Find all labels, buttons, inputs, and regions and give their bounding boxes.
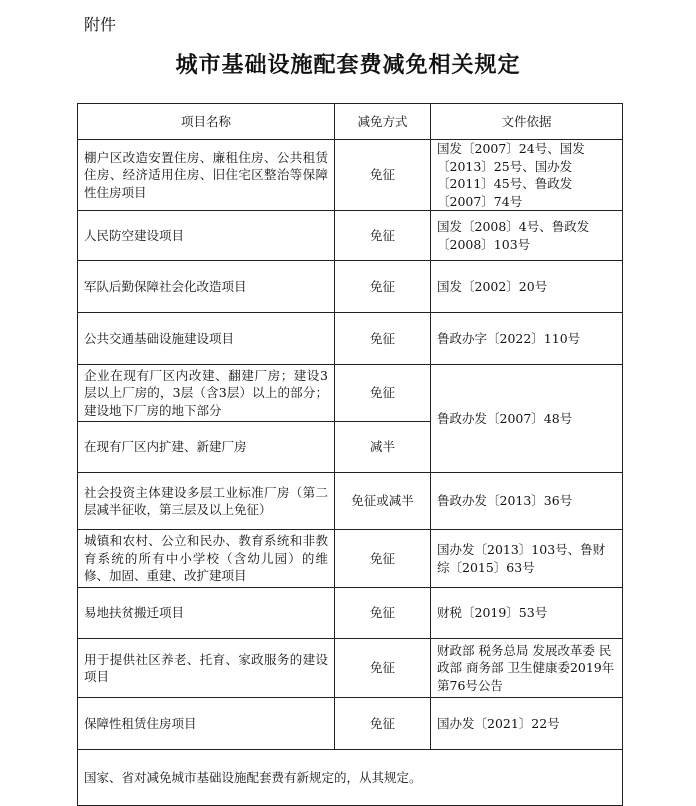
method-cell: 免征 <box>335 639 431 698</box>
table-row <box>78 313 623 365</box>
method-cell: 减半 <box>335 422 431 473</box>
table-header-row <box>78 104 623 140</box>
project-name-cell: 易地扶贫搬迁项目 <box>78 588 335 639</box>
table-row <box>78 140 623 211</box>
project-name-cell: 保障性租赁住房项目 <box>78 698 335 750</box>
table-row <box>78 211 623 261</box>
table-row <box>78 639 623 698</box>
basis-cell: 国办发〔2013〕103号、鲁财综〔2015〕63号 <box>431 530 623 588</box>
table-row <box>78 588 623 639</box>
attachment-label: 附件 <box>84 15 117 34</box>
table-row <box>78 698 623 750</box>
basis-cell: 鲁政办发〔2007〕48号 <box>431 365 623 473</box>
method-cell: 免征 <box>335 313 431 365</box>
project-name-cell: 棚户区改造安置住房、廉租住房、公共租赁住房、经济适用住房、旧住宅区整治等保障性住房项目 <box>78 140 335 211</box>
table-row <box>78 473 623 530</box>
method-cell: 免征 <box>335 365 431 422</box>
basis-cell: 国发〔2008〕4号、鲁政发〔2008〕103号 <box>431 211 623 261</box>
column-header-basis: 文件依据 <box>431 104 623 140</box>
project-name-cell: 社会投资主体建设多层工业标准厂房（第二层减半征收，第三层及以上免征） <box>78 473 335 530</box>
footer-note: 国家、省对减免城市基础设施配套费有新规定的，从其规定。 <box>78 750 623 806</box>
column-header-project-name: 项目名称 <box>78 104 335 140</box>
method-cell: 免征 <box>335 211 431 261</box>
page-title: 城市基础设施配套费减免相关规定 <box>175 52 521 78</box>
basis-cell: 鲁政办字〔2022〕110号 <box>431 313 623 365</box>
basis-cell: 国发〔2002〕20号 <box>431 261 623 313</box>
basis-cell: 国办发〔2021〕22号 <box>431 698 623 750</box>
method-cell: 免征 <box>335 698 431 750</box>
project-name-cell: 公共交通基础设施建设项目 <box>78 313 335 365</box>
table-row <box>78 365 623 422</box>
project-name-cell: 企业在现有厂区内改建、翻建厂房；建设3层以上厂房的，3层（含3层）以上的部分；建设地下厂房的地下部分 <box>78 365 335 422</box>
method-cell: 免征 <box>335 530 431 588</box>
table-row <box>78 530 623 588</box>
method-cell: 免征 <box>335 261 431 313</box>
table-row <box>78 261 623 313</box>
project-name-cell: 城镇和农村、公立和民办、教育系统和非教育系统的所有中小学校（含幼儿园）的维修、加固、重建、改扩建项目 <box>78 530 335 588</box>
method-cell: 免征 <box>335 588 431 639</box>
project-name-cell: 军队后勤保障社会化改造项目 <box>78 261 335 313</box>
basis-cell: 国发〔2007〕24号、国发〔2013〕25号、国办发〔2011〕45号、鲁政发〔2007〕74号 <box>431 140 623 211</box>
table-footer-row <box>78 750 623 806</box>
column-header-method: 减免方式 <box>335 104 431 140</box>
method-cell: 免征或减半 <box>335 473 431 530</box>
basis-cell: 财政部 税务总局 发展改革委 民政部 商务部 卫生健康委2019年第76号公告 <box>431 639 623 698</box>
regulations-table <box>77 103 623 806</box>
method-cell: 免征 <box>335 140 431 211</box>
project-name-cell: 在现有厂区内扩建、新建厂房 <box>78 422 335 473</box>
project-name-cell: 人民防空建设项目 <box>78 211 335 261</box>
basis-cell: 鲁政办发〔2013〕36号 <box>431 473 623 530</box>
project-name-cell: 用于提供社区养老、托育、家政服务的建设项目 <box>78 639 335 698</box>
basis-cell: 财税〔2019〕53号 <box>431 588 623 639</box>
